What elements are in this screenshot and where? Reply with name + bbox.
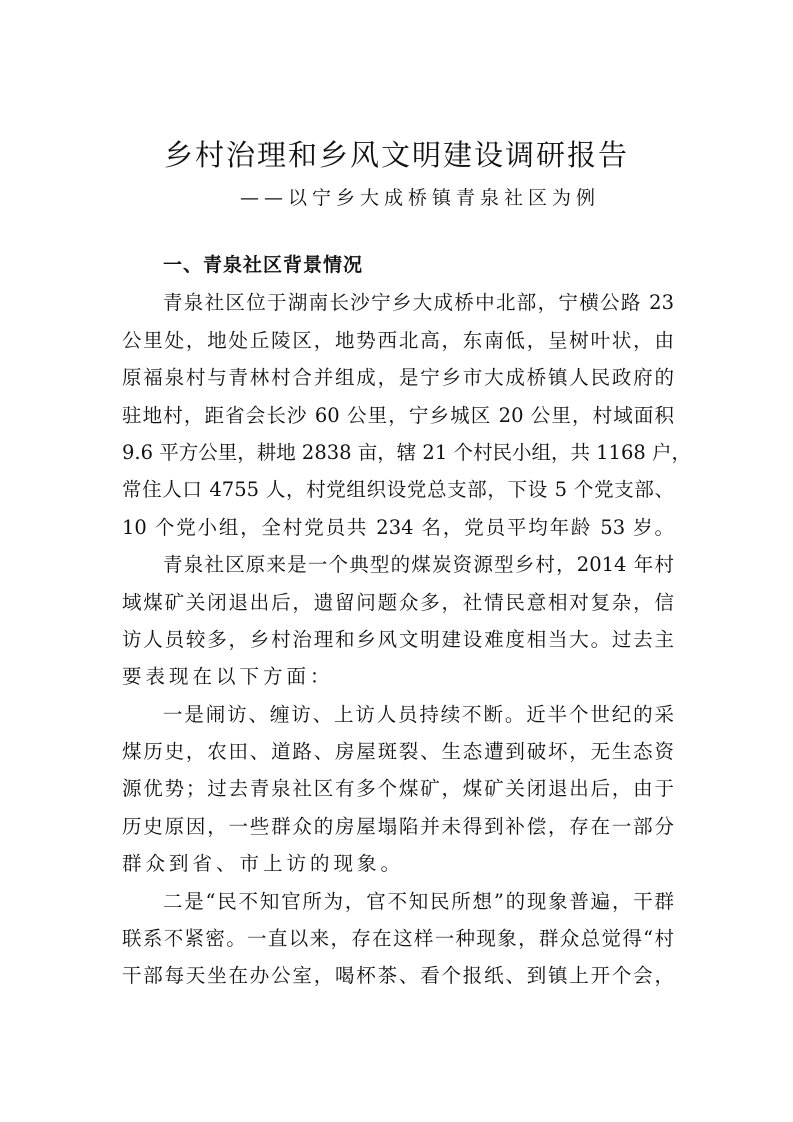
text-line: 访人员较多，乡村治理和乡风文明建设难度相当大。过去主 xyxy=(122,627,674,651)
document-subtitle: ——以宁乡大成桥镇青泉社区为例 xyxy=(240,187,601,209)
section-heading: 一、青泉社区背景情况 xyxy=(163,254,364,276)
text-line: 青泉社区原来是一个典型的煤炭资源型乡村，2014 年村 xyxy=(163,553,674,577)
text-line: 煤历史，农田、道路、房屋斑裂、生态遭到破坏，无生态资 xyxy=(122,740,674,764)
paragraph xyxy=(122,883,674,995)
text-line: 常住人口 4755 人，村党组织设党总支部，下设 5 个党支部、 xyxy=(122,478,674,502)
text-line: 青泉社区位于湖南长沙宁乡大成桥中北部，宁横公路 23 xyxy=(163,291,674,315)
text-line: 10 个党小组，全村党员共 234 名，党员平均年龄 53 岁。 xyxy=(122,515,674,539)
text-line: 一是闹访、缠访、上访人员持续不断。近半个世纪的采 xyxy=(163,702,674,726)
text-line: 原福泉村与青林村合并组成，是宁乡市大成桥镇人民政府的 xyxy=(122,366,674,390)
paragraph xyxy=(122,546,674,696)
text-line: 要表现在以下方面： xyxy=(122,665,334,689)
text-line: 域煤矿关闭退出后，遗留问题众多，社情民意相对复杂，信 xyxy=(122,590,674,614)
text-line: 驻地村，距省会长沙 60 公里，宁乡城区 20 公里，村域面积 xyxy=(122,403,674,427)
paragraph xyxy=(122,696,674,883)
text-line: 9.6 平方公里，耕地 2838 亩，辖 21 个村民小组，共 1168 户， xyxy=(122,440,691,464)
text-line: 二是“民不知官所为，官不知民所想”的现象普遍，干群 xyxy=(163,889,674,913)
document-title: 乡村治理和乡风文明建设调研报告 xyxy=(163,138,629,172)
text-line: 源优势；过去青泉社区有多个煤矿，煤矿关闭退出后，由于 xyxy=(122,777,674,801)
text-line: 公里处，地处丘陵区，地势西北高，东南低，呈树叶状，由 xyxy=(122,328,674,352)
paragraph xyxy=(122,284,691,546)
text-line: 干部每天坐在办公室，喝杯茶、看个报纸、到镇上开个会， xyxy=(122,964,674,988)
text-line: 联系不紧密。一直以来，存在这样一种现象，群众总觉得“村 xyxy=(122,927,674,951)
text-line: 群众到省、市上访的现象。 xyxy=(122,852,405,876)
text-line: 历史原因，一些群众的房屋塌陷并未得到补偿，存在一部分 xyxy=(122,814,674,838)
document-body xyxy=(122,247,691,995)
